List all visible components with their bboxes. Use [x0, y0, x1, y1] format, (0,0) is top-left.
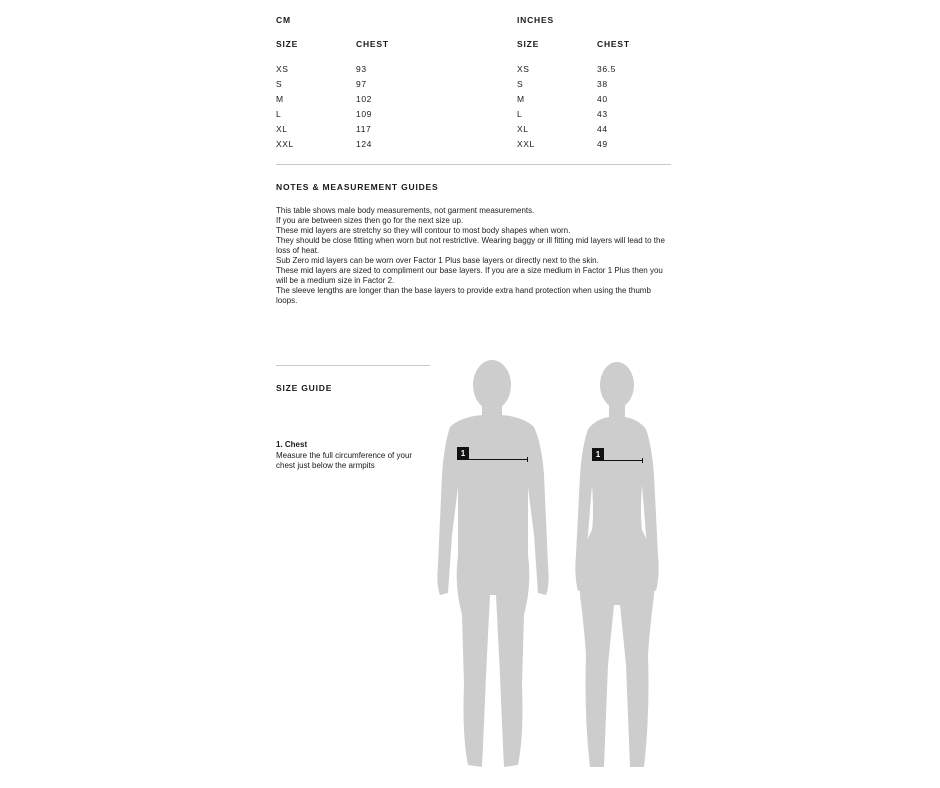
notes-line: These mid layers are sized to compliment our base layers. If you are a size medium in Factor 1 Plus then you will be a medium size in Factor 2. [276, 266, 663, 285]
female-chest-line-end [642, 458, 643, 463]
inch-row-size: M [517, 94, 525, 104]
cm-row-chest: 93 [356, 64, 367, 74]
cm-row-size: L [276, 109, 282, 119]
cm-chest-column-header: CHEST [356, 39, 389, 49]
cm-row-chest: 117 [356, 124, 372, 134]
cm-row-size: XXL [276, 139, 294, 149]
notes-line: If you are between sizes then go for the next size up. [276, 216, 464, 225]
inch-size-column-header: SIZE [517, 39, 540, 49]
male-chest-line-end [527, 457, 528, 462]
inch-row-chest: 36.5 [597, 64, 616, 74]
male-chest-line [469, 459, 527, 460]
inch-row-size: XXL [517, 139, 535, 149]
chest-step-text: Measure the full circumference of your chest just below the armpits [276, 451, 413, 470]
notes-line: This table shows male body measurements, not garment measurements. [276, 206, 535, 215]
size-guide-heading: SIZE GUIDE [276, 383, 333, 393]
table-divider [276, 164, 671, 165]
cm-row-size: M [276, 94, 284, 104]
cm-row-size: XS [276, 64, 289, 74]
cm-row-size: XL [276, 124, 288, 134]
inch-row-chest: 43 [597, 109, 608, 119]
size-guide-divider [276, 365, 430, 366]
inch-row-size: XL [517, 124, 529, 134]
notes-line: These mid layers are stretchy so they will contour to most body shapes when worn. [276, 226, 571, 235]
male-chest-marker: 1 [457, 447, 469, 460]
notes-heading: NOTES & MEASUREMENT GUIDES [276, 182, 439, 192]
notes-line: Sub Zero mid layers can be worn over Factor 1 Plus base layers or directly next to the skin. [276, 256, 599, 265]
notes-line: They should be close fitting when worn but not restrictive. Wearing baggy or ill fitting mid layers will lead to the loss of heat. [276, 236, 665, 255]
inch-row-size: L [517, 109, 523, 119]
female-figure [560, 355, 670, 775]
female-chest-marker: 1 [592, 448, 604, 461]
cm-table-heading: CM [276, 15, 291, 25]
inch-row-chest: 38 [597, 79, 608, 89]
female-chest-line [604, 460, 642, 461]
inch-table-heading: INCHES [517, 15, 554, 25]
inch-row-chest: 40 [597, 94, 608, 104]
inch-row-size: S [517, 79, 524, 89]
inch-chest-column-header: CHEST [597, 39, 630, 49]
inch-row-chest: 49 [597, 139, 608, 149]
inch-row-size: XS [517, 64, 530, 74]
notes-line: The sleeve lengths are longer than the base layers to provide extra hand protection when using the thumb loops. [276, 286, 651, 305]
male-figure [420, 355, 570, 775]
cm-row-size: S [276, 79, 283, 89]
cm-row-chest: 97 [356, 79, 367, 89]
cm-size-column-header: SIZE [276, 39, 299, 49]
inch-row-chest: 44 [597, 124, 608, 134]
chest-step-title: 1. Chest [276, 440, 308, 449]
cm-row-chest: 102 [356, 94, 372, 104]
notes-body [276, 206, 668, 306]
cm-row-chest: 109 [356, 109, 372, 119]
cm-row-chest: 124 [356, 139, 372, 149]
